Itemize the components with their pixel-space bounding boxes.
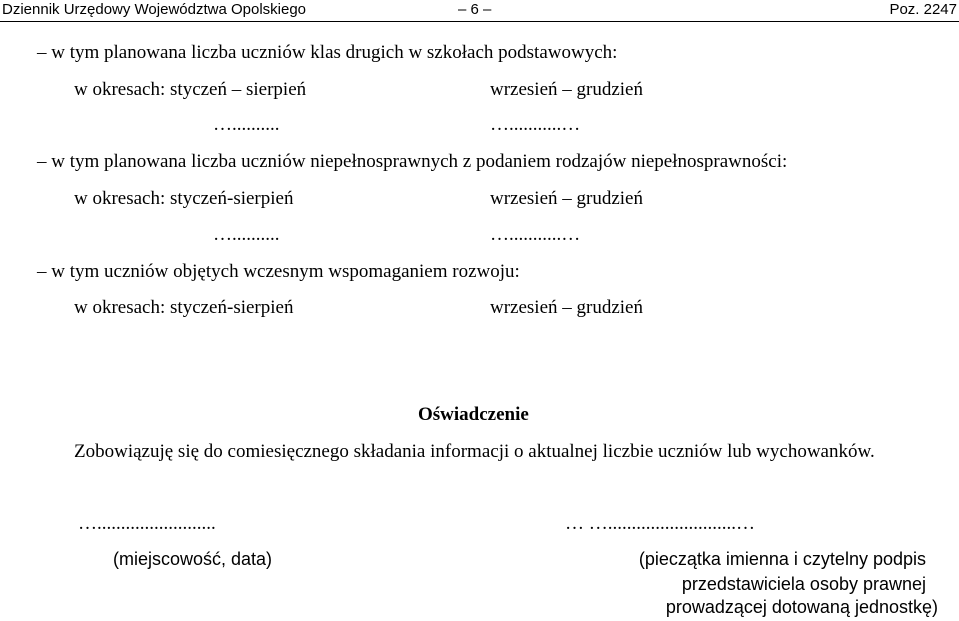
section-2-dots-left: ….......... — [213, 224, 280, 245]
section-1-period-right: wrzesień – grudzień — [490, 79, 643, 100]
section-3-period-label: w okresach: styczeń-sierpień — [74, 297, 294, 318]
section-2-period-label: w okresach: styczeń-sierpień — [74, 188, 294, 209]
signature-left-dots: …......................... — [78, 513, 216, 534]
section-1-period-label: w okresach: styczeń – sierpień — [74, 79, 307, 100]
place-date-caption: (miejscowość, data) — [113, 549, 273, 569]
section-3-heading: – w tym uczniów objętych wczesnym wspomaganiem rozwoju: — [37, 261, 520, 282]
section-2-dots-right: …...........… — [490, 224, 581, 245]
stamp-caption-line-1: (pieczątka imienna i czytelny podpis — [638, 549, 926, 569]
stamp-caption-line-3: prowadzącej dotowaną jednostkę) — [665, 597, 938, 617]
section-3-period-right: wrzesień – grudzień — [490, 297, 643, 318]
section-1-dots-left: ….......... — [213, 114, 280, 135]
section-2-heading: – w tym planowana liczba uczniów niepełnosprawnych z podaniem rodzajów niepełnosprawności: — [37, 151, 788, 172]
position-number: Poz. 2247 — [889, 1, 957, 18]
page-header — [0, 0, 959, 22]
signature-right-dots: … …...........................… — [565, 513, 755, 534]
declaration-text: Zobowiązuję się do comiesięcznego składania informacji o aktualnej liczbie uczniów lub wychowanków. — [74, 441, 875, 462]
section-1-heading: – w tym planowana liczba uczniów klas drugich w szkołach podstawowych: — [37, 42, 618, 63]
page-number: – 6 – — [458, 1, 492, 18]
journal-title: Dziennik Urzędowy Województwa Opolskiego — [2, 1, 307, 18]
section-1-dots-right: …...........… — [490, 114, 581, 135]
section-2-period-right: wrzesień – grudzień — [490, 188, 643, 209]
declaration-title: Oświadczenie — [418, 404, 529, 425]
stamp-caption-line-2: przedstawiciela osoby prawnej — [681, 574, 926, 594]
